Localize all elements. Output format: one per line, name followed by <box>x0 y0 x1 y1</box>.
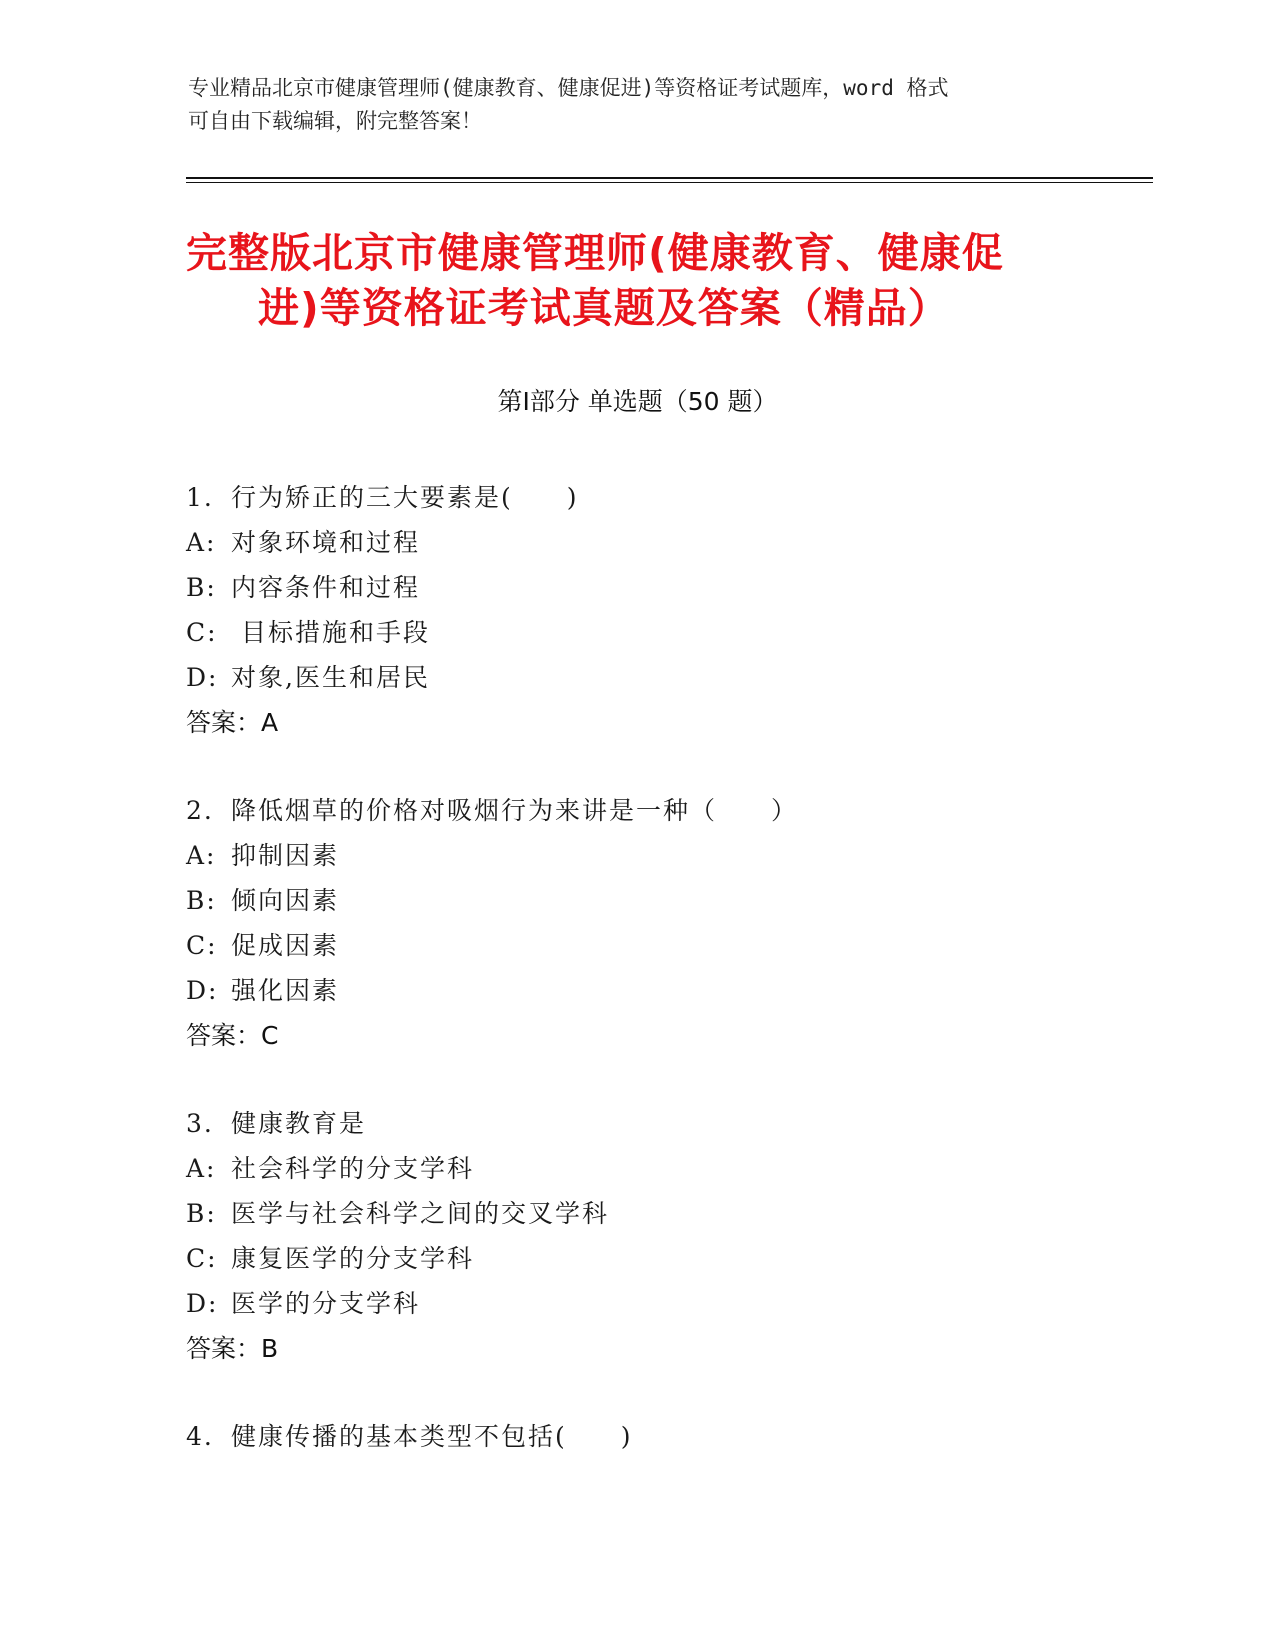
header-note-line-1: 专业精品北京市健康管理师(健康教育、健康促进)等资格证考试题库，word 格式 <box>188 76 949 100</box>
option-key: B: <box>186 1199 217 1228</box>
question-stem <box>186 788 1086 833</box>
option-text: 医学的分支学科 <box>231 1289 421 1318</box>
option-key: C: <box>186 931 218 960</box>
option-text: 医学与社会科学之间的交叉学科 <box>231 1199 610 1228</box>
option-a <box>186 520 1086 565</box>
option-text: 社会科学的分支学科 <box>231 1154 475 1183</box>
question-number: 1. <box>186 483 214 512</box>
question-text: 健康传播的基本类型不包括( ) <box>231 1422 633 1451</box>
option-a <box>186 833 1086 878</box>
question-2 <box>186 788 1086 1058</box>
header-note <box>188 72 1088 138</box>
option-text: 对象,医生和居民 <box>231 663 430 692</box>
option-c <box>186 923 1086 968</box>
option-key: A: <box>186 841 217 870</box>
option-key: A: <box>186 1154 217 1183</box>
question-stem <box>186 1101 1086 1146</box>
option-key: D: <box>186 1289 219 1318</box>
option-text: 目标措施和手段 <box>231 618 430 647</box>
option-d <box>186 1281 1086 1326</box>
answer: 答案：B <box>186 1334 279 1363</box>
option-a <box>186 1146 1086 1191</box>
section-title: 第Ⅰ部分 单选题（50 题） <box>497 387 778 416</box>
option-text: 对象环境和过程 <box>231 528 421 557</box>
question-stem <box>186 1414 1086 1459</box>
document-title-line-2: 进)等资格证考试真题及答案（精品） <box>258 284 950 332</box>
option-key: A: <box>186 528 217 557</box>
option-b <box>186 565 1086 610</box>
question-1 <box>186 475 1086 745</box>
option-key: B: <box>186 886 217 915</box>
option-text: 强化因素 <box>231 976 340 1005</box>
option-text: 倾向因素 <box>231 886 340 915</box>
option-text: 促成因素 <box>231 931 340 960</box>
option-d <box>186 968 1086 1013</box>
option-b <box>186 878 1086 923</box>
answer: 答案：C <box>186 1021 279 1050</box>
option-b <box>186 1191 1086 1236</box>
option-c <box>186 610 1086 655</box>
header-rule-thick <box>186 177 1153 179</box>
answer: 答案：A <box>186 708 279 737</box>
option-key: C: <box>186 1244 218 1273</box>
header-note-line-2: 可自由下载编辑，附完整答案！ <box>188 109 482 133</box>
question-number: 3. <box>186 1109 214 1138</box>
question-number: 2. <box>186 796 214 825</box>
question-stem <box>186 475 1086 520</box>
header-rule-thin <box>186 182 1153 183</box>
question-list <box>186 475 1086 1502</box>
question-text: 行为矫正的三大要素是( ) <box>231 483 579 512</box>
question-text: 健康教育是 <box>231 1109 367 1138</box>
document-title-line-1: 完整版北京市健康管理师(健康教育、健康促 <box>186 229 1004 277</box>
option-key: D: <box>186 663 219 692</box>
option-text: 抑制因素 <box>231 841 340 870</box>
question-number: 4. <box>186 1422 214 1451</box>
question-3 <box>186 1101 1086 1371</box>
option-d <box>186 655 1086 700</box>
question-text: 降低烟草的价格对吸烟行为来讲是一种（ ） <box>231 796 799 825</box>
option-text: 康复医学的分支学科 <box>231 1244 475 1273</box>
option-key: D: <box>186 976 219 1005</box>
document-title <box>186 226 1106 336</box>
option-text: 内容条件和过程 <box>231 573 421 602</box>
option-key: B: <box>186 573 217 602</box>
option-c <box>186 1236 1086 1281</box>
option-key: C: <box>186 618 218 647</box>
question-4 <box>186 1414 1086 1459</box>
